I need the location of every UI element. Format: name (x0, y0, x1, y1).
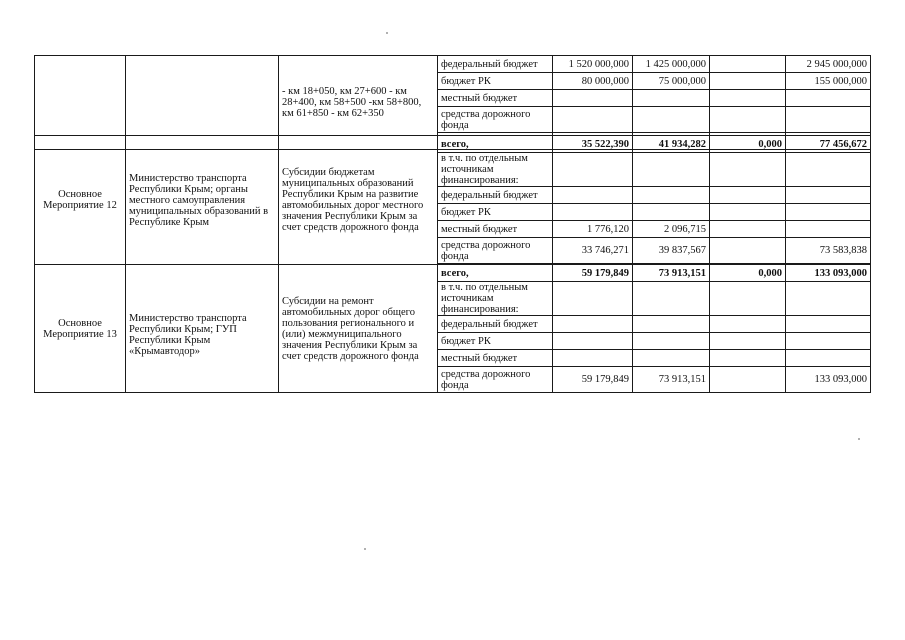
amount-cell: 1 776,120 (553, 221, 633, 238)
scan-speck (858, 438, 860, 440)
amount-cell (633, 350, 710, 367)
source-label: местный бюджет (438, 221, 553, 238)
amount-cell (633, 204, 710, 221)
amount-cell: 0,000 (710, 136, 786, 153)
amount-cell (633, 187, 710, 204)
amount-cell (710, 238, 786, 264)
amount-cell (553, 204, 633, 221)
amount-cell (553, 187, 633, 204)
amount-cell (786, 204, 871, 221)
amount-cell: 2 096,715 (633, 221, 710, 238)
table-row (35, 136, 871, 153)
amount-cell: 75 000,000 (633, 73, 710, 90)
amount-cell: 73 913,151 (633, 265, 710, 282)
amount-cell (710, 350, 786, 367)
amount-cell (710, 107, 786, 133)
amount-cell: 39 837,567 (633, 238, 710, 264)
source-label: средства дорожного фонда (438, 107, 553, 133)
source-label: бюджет РК (438, 204, 553, 221)
source-label: местный бюджет (438, 350, 553, 367)
amount-cell: 73 583,838 (786, 238, 871, 264)
amount-cell: 133 093,000 (786, 265, 871, 282)
amount-cell: 73 913,151 (633, 367, 710, 393)
amount-cell (786, 90, 871, 107)
amount-cell (710, 73, 786, 90)
source-label: бюджет РК (438, 73, 553, 90)
source-label: средства дорожного фонда (438, 367, 553, 393)
amount-cell: 59 179,849 (553, 265, 633, 282)
amount-cell (786, 107, 871, 133)
amount-cell: 0,000 (710, 265, 786, 282)
amount-cell: 155 000,000 (786, 73, 871, 90)
measure-description: Субсидии на ремонт автомобильных дорог общего пользования регионального и (или) межмуниципального значения Республики Крым за счет средств дорожного фонда (279, 265, 438, 393)
amount-cell (710, 221, 786, 238)
scan-speck (386, 32, 388, 34)
budget-table-measures (34, 135, 871, 393)
amount-cell: 133 093,000 (786, 367, 871, 393)
amount-cell: 2 945 000,000 (786, 56, 871, 73)
source-label: в т.ч. по отдельным источникам финансирования: (438, 153, 553, 187)
amount-cell: 77 456,672 (786, 136, 871, 153)
amount-cell (553, 316, 633, 333)
source-label: местный бюджет (438, 90, 553, 107)
amount-cell (710, 316, 786, 333)
amount-cell (633, 333, 710, 350)
source-label: федеральный бюджет (438, 316, 553, 333)
executor-name: Министерство транспорта Республики Крым; ГУП Республики Крым «Крымавтодор» (126, 265, 279, 393)
amount-cell (553, 107, 633, 133)
table-row (35, 56, 871, 73)
source-label-total: всего, (438, 136, 553, 153)
amount-cell (710, 204, 786, 221)
amount-cell (786, 316, 871, 333)
amount-cell (786, 221, 871, 238)
amount-cell (633, 107, 710, 133)
measure-description: Субсидии бюджетам муниципальных образований Республики Крым на развитие автомобильных дорог местного значения Республики Крым за счет средств дорожного фонда (279, 136, 438, 265)
amount-cell: 33 746,271 (553, 238, 633, 264)
measure-name: Основное Мероприятие 13 (35, 265, 126, 393)
source-label: федеральный бюджет (438, 56, 553, 73)
road-sections-description: - км 18+050, км 27+600 - км 28+400, км 58+500 -км 58+800, км 61+850 - км 62+350 (279, 56, 438, 150)
amount-cell: 59 179,849 (553, 367, 633, 393)
amount-cell: 80 000,000 (553, 73, 633, 90)
source-label: бюджет РК (438, 333, 553, 350)
table-row (35, 265, 871, 282)
amount-cell (710, 187, 786, 204)
source-label: федеральный бюджет (438, 187, 553, 204)
amount-cell (710, 367, 786, 393)
amount-cell: 41 934,282 (633, 136, 710, 153)
source-label: в т.ч. по отдельным источникам финансирования: (438, 282, 553, 316)
amount-cell (786, 333, 871, 350)
amount-cell (786, 187, 871, 204)
amount-cell: 1 425 000,000 (633, 56, 710, 73)
amount-cell (710, 333, 786, 350)
amount-cell (786, 350, 871, 367)
amount-cell (553, 333, 633, 350)
amount-cell (710, 56, 786, 73)
amount-cell: 35 522,390 (553, 136, 633, 153)
amount-cell: 1 520 000,000 (553, 56, 633, 73)
amount-cell (553, 350, 633, 367)
source-label: средства дорожного фонда (438, 238, 553, 264)
amount-cell (633, 316, 710, 333)
scan-speck (364, 548, 366, 550)
measure-name: Основное Мероприятие 12 (35, 136, 126, 265)
amount-cell (553, 90, 633, 107)
amount-cell (633, 90, 710, 107)
executor-name: Министерство транспорта Республики Крым; органы местного самоуправления муниципальных образований в Республике Крым (126, 136, 279, 265)
source-label-total: всего, (438, 265, 553, 282)
amount-cell (710, 90, 786, 107)
